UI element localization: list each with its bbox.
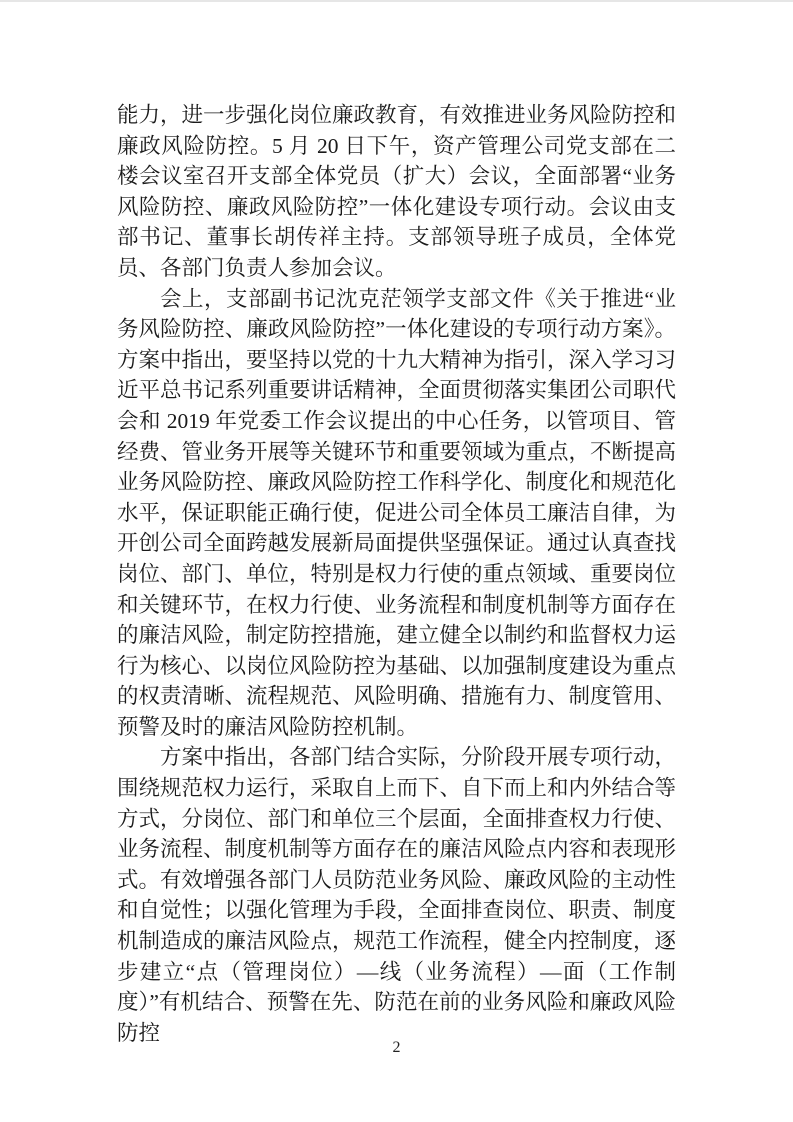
paragraph: 方案中指出，各部门结合实际，分阶段开展专项行动，围绕规范权力运行，采取自上而下、自下而上和内外结合等方式，分岗位、部门和单位三个层面，全面排查权力行使、业务流程、制度机制等方面存在的廉洁风险点内容和表现形式。有效增强各部门人员防范业务风险、廉政风险的主动性和自觉性；以强化管理为手段，全面排查岗位、职责、制度机制造成的廉洁风险点，规范工作流程，健全内控制度，逐步建立“点（管理岗位）—线（业务流程）—面（工作制度）”有机结合、预警在先、防范在前的业务风险和廉政风险防控 (117, 745, 677, 1045)
paragraph-continuation: 能力，进一步强化岗位廉政教育，有效推进业务风险防控和廉政风险防控。5 月 20 日下午，资产管理公司党支部在二楼会议室召开支部全体党员（扩大）会议，全面部署“业务风险防控、廉政风险防控”一体化建设专项行动。会议由支部书记、董事长胡传祥主持。支部领导班子成员，全体党员、各部门负责人参加会议。 (117, 103, 677, 280)
page-top-edge (0, 0, 793, 2)
paragraph: 会上，支部副书记沈克茫领学支部文件《关于推进“业务风险防控、廉政风险防控”一体化建设的专项行动方案》。方案中指出，要坚持以党的十九大精神为指引，深入学习习近平总书记系列重要讲话精神，全面贯彻落实集团公司职代会和 2019 年党委工作会议提出的中心任务，以管项目、管经费、管业务开展等关键环节和重要领域为重点，不断提高业务风险防控、廉政风险防控工作科学化、制度化和规范化水平，保证职能正确行使，促进公司全体员工廉洁自律，为开创公司全面跨越发展新局面提供坚强保证。通过认真查找岗位、部门、单位，特别是权力行使的重点领域、重要岗位和关键环节，在权力行使、业务流程和制度机制等方面存在的廉洁风险，制定防控措施，建立健全以制约和监督权力运行为核心、以岗位风险防控为基础、以加强制度建设为重点的权责清晰、流程规范、风险明确、措施有力、制度管用、预警及时的廉洁风险防控机制。 (117, 286, 677, 739)
page-number: 2 (392, 1039, 401, 1056)
document-body (117, 100, 676, 1048)
